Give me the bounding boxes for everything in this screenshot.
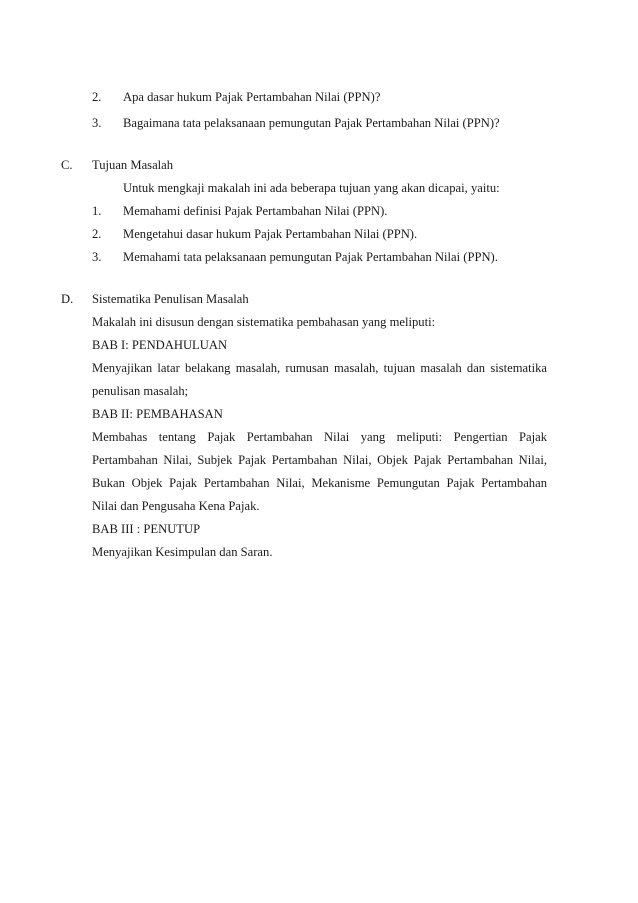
bab2-line: Nilai dan Pengusaha Kena Pajak. — [92, 499, 260, 513]
bab2-line: Pertambahan Nilai, Subjek Pajak Pertambahan Nilai, Objek Pajak Pertambahan Nilai, — [92, 453, 547, 467]
bab3-line: Menyajikan Kesimpulan dan Saran. — [92, 545, 273, 559]
list-number: 1. — [92, 204, 102, 218]
bab1-line: penulisan masalah; — [92, 384, 189, 398]
section-c-heading: Tujuan Masalah — [92, 158, 174, 172]
section-c-letter: C. — [61, 158, 73, 172]
list-item-text: Mengetahui dasar hukum Pajak Pertambahan Nilai (PPN). — [123, 227, 418, 241]
list-number: 2. — [92, 90, 102, 104]
list-number: 3. — [92, 116, 102, 130]
bab3-title: BAB III : PENUTUP — [92, 522, 201, 536]
section-d-intro: Makalah ini disusun dengan sistematika pembahasan yang meliputi: — [92, 315, 436, 329]
bab1-title: BAB I: PENDAHULUAN — [92, 338, 228, 352]
list-item-text: Memahami definisi Pajak Pertambahan Nilai (PPN). — [123, 204, 388, 218]
section-d-letter: D. — [61, 292, 74, 306]
list-item-text: Bagaimana tata pelaksanaan pemungutan Pajak Pertambahan Nilai (PPN)? — [123, 116, 500, 130]
section-c-intro: Untuk mengkaji makalah ini ada beberapa tujuan yang akan dicapai, yaitu: — [123, 181, 500, 195]
list-item-text: Memahami tata pelaksanaan pemungutan Pajak Pertambahan Nilai (PPN). — [123, 250, 498, 264]
bab1-line: Menyajikan latar belakang masalah, rumusan masalah, tujuan masalah dan sistematika — [92, 361, 547, 375]
section-d-heading: Sistematika Penulisan Masalah — [92, 292, 249, 306]
bab2-line: Membahas tentang Pajak Pertambahan Nilai yang meliputi: Pengertian Pajak — [92, 430, 547, 444]
bab2-title: BAB II: PEMBAHASAN — [92, 407, 223, 421]
bab2-line: Bukan Objek Pajak Pertambahan Nilai, Mekanisme Pemungutan Pajak Pertambahan — [92, 476, 547, 490]
list-number: 2. — [92, 227, 102, 241]
list-item-text: Apa dasar hukum Pajak Pertambahan Nilai (PPN)? — [123, 90, 381, 104]
list-number: 3. — [92, 250, 102, 264]
